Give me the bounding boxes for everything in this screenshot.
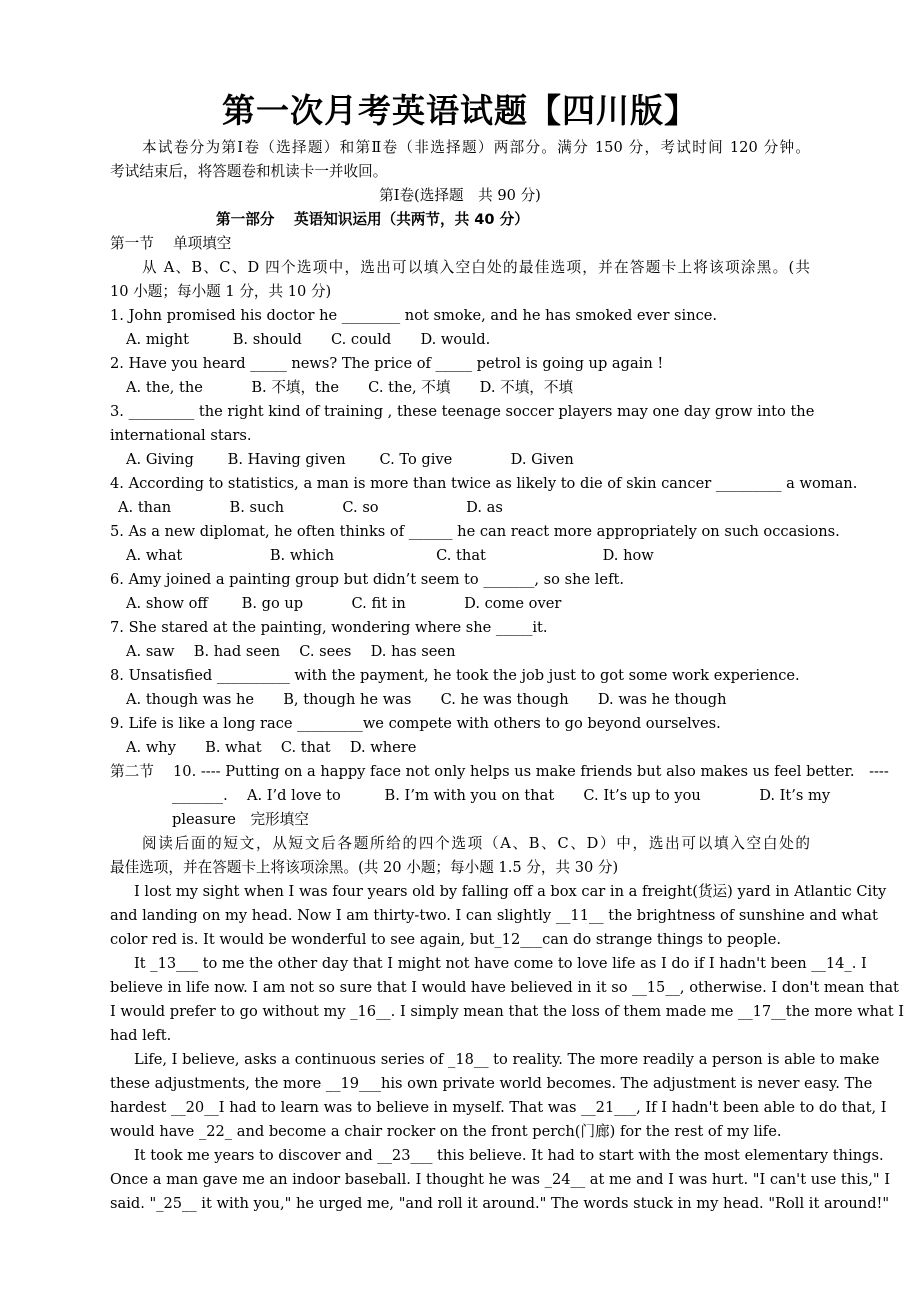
- question-9: 9. Life is like a long race _________we compete with others to go beyond ourselves.: [110, 715, 721, 732]
- intro-line-1: 本试卷分为第Ⅰ卷（选择题）和第Ⅱ卷（非选择题）两部分。满分 150 分，考试时间 120 分钟。: [142, 139, 810, 156]
- passage-line: had left.: [110, 1027, 172, 1044]
- question-4-options: A. than B. such C. so D. as: [118, 499, 503, 516]
- part-heading: 第一部分 英语知识运用（共两节，共 40 分）: [216, 211, 529, 228]
- question-3-continued: international stars.: [110, 427, 252, 444]
- page-title: 第一次月考英语试题【四川版】: [222, 91, 698, 130]
- question-10-options: _______. A. I’d love to B. I’m with you on that C. It’s up to you D. It’s my: [172, 787, 831, 804]
- question-10: 第二节 10. ---- Putting on a happy face not only helps us make friends but also makes us feel better. ----: [110, 763, 889, 780]
- question-3-options: A. Giving B. Having given C. To give D. Given: [126, 451, 574, 468]
- question-7: 7. She stared at the painting, wondering where she _____it.: [110, 619, 548, 636]
- question-2: 2. Have you heard _____ news? The price of _____ petrol is going up again !: [110, 355, 664, 372]
- passage-line: color red is. It would be wonderful to see again, but_12___can do strange things to people.: [110, 931, 782, 948]
- cloze-instruction-1: 阅读后面的短文，从短文后各题所给的四个选项（A、B、C、D）中，选出可以填入空白处的: [142, 835, 810, 852]
- volume-heading: 第Ⅰ卷(选择题 共 90 分): [379, 187, 541, 204]
- passage-line: these adjustments, the more __19___his own private world becomes. The adjustment is never easy. The: [110, 1075, 873, 1092]
- passage-line: I would prefer to go without my _16__. I simply mean that the loss of them made me __17__the more what I: [110, 1003, 905, 1020]
- cloze-instruction-2: 最佳选项，并在答题卡上将该项涂黑。(共 20 小题；每小题 1.5 分，共 30 分): [110, 859, 619, 876]
- passage-line: and landing on my head. Now I am thirty-two. I can slightly __11__ the brightness of sunshine and what: [110, 907, 878, 924]
- intro-line-2: 考试结束后，将答题卷和机读卡一并收回。: [110, 163, 388, 180]
- section-instruction-2: 10 小题；每小题 1 分，共 10 分): [110, 283, 332, 300]
- question-5-options: A. what B. which C. that D. how: [126, 547, 654, 564]
- question-2-options: A. the, the B. 不填，the C. the, 不填 D. 不填，不填: [126, 379, 574, 396]
- question-4: 4. According to statistics, a man is more than twice as likely to die of skin cancer _________ a woman.: [110, 475, 858, 492]
- question-9-options: A. why B. what C. that D. where: [126, 739, 417, 756]
- question-5: 5. As a new diplomat, he often thinks of ______ he can react more appropriately on such occasions.: [110, 523, 840, 540]
- passage-line: Life, I believe, asks a continuous series of _18__ to reality. The more readily a person is able to make: [134, 1051, 880, 1068]
- section-instruction-1: 从 A、B、C、D 四个选项中，选出可以填入空白处的最佳选项，并在答题卡上将该项涂黑。(共: [142, 259, 810, 276]
- passage-line: believe in life now. I am not so sure that I would have believed in it so __15__, otherwise. I don't mean that: [110, 979, 899, 996]
- question-6: 6. Amy joined a painting group but didn’t seem to _______, so she left.: [110, 571, 624, 588]
- question-6-options: A. show off B. go up C. fit in D. come over: [126, 595, 562, 612]
- question-10-continued: pleasure 完形填空: [172, 811, 309, 828]
- question-8: 8. Unsatisfied __________ with the payment, he took the job just to got some work experience.: [110, 667, 800, 684]
- question-8-options: A. though was he B, though he was C. he was though D. was he though: [126, 691, 727, 708]
- question-1: 1. John promised his doctor he ________ not smoke, and he has smoked ever since.: [110, 307, 718, 324]
- passage-line: It _13___ to me the other day that I might not have come to love life as I do if I hadn't been __14_. I: [134, 955, 867, 972]
- question-3: 3. _________ the right kind of training , these teenage soccer players may one day grow into the: [110, 403, 815, 420]
- passage-line: would have _22_ and become a chair rocker on the front perch(门廊) for the rest of my life.: [110, 1123, 782, 1140]
- question-7-options: A. saw B. had seen C. sees D. has seen: [126, 643, 456, 660]
- section-heading: 第一节 单项填空: [110, 235, 232, 252]
- question-1-options: A. might B. should C. could D. would.: [126, 331, 491, 348]
- passage-line: It took me years to discover and __23___ this believe. It had to start with the most elementary things.: [134, 1147, 884, 1164]
- passage-line: Once a man gave me an indoor baseball. I thought he was _24__ at me and I was hurt. "I can't use this," I: [110, 1171, 891, 1188]
- passage-line: hardest __20__I had to learn was to believe in myself. That was __21___, If I hadn't been able to do that, I: [110, 1099, 887, 1116]
- passage-line: said. "_25__ it with you," he urged me, "and roll it around." The words stuck in my head. "Roll it around!": [110, 1195, 890, 1212]
- passage-line: I lost my sight when I was four years old by falling off a box car in a freight(货运) yard in Atlantic City: [134, 883, 887, 900]
